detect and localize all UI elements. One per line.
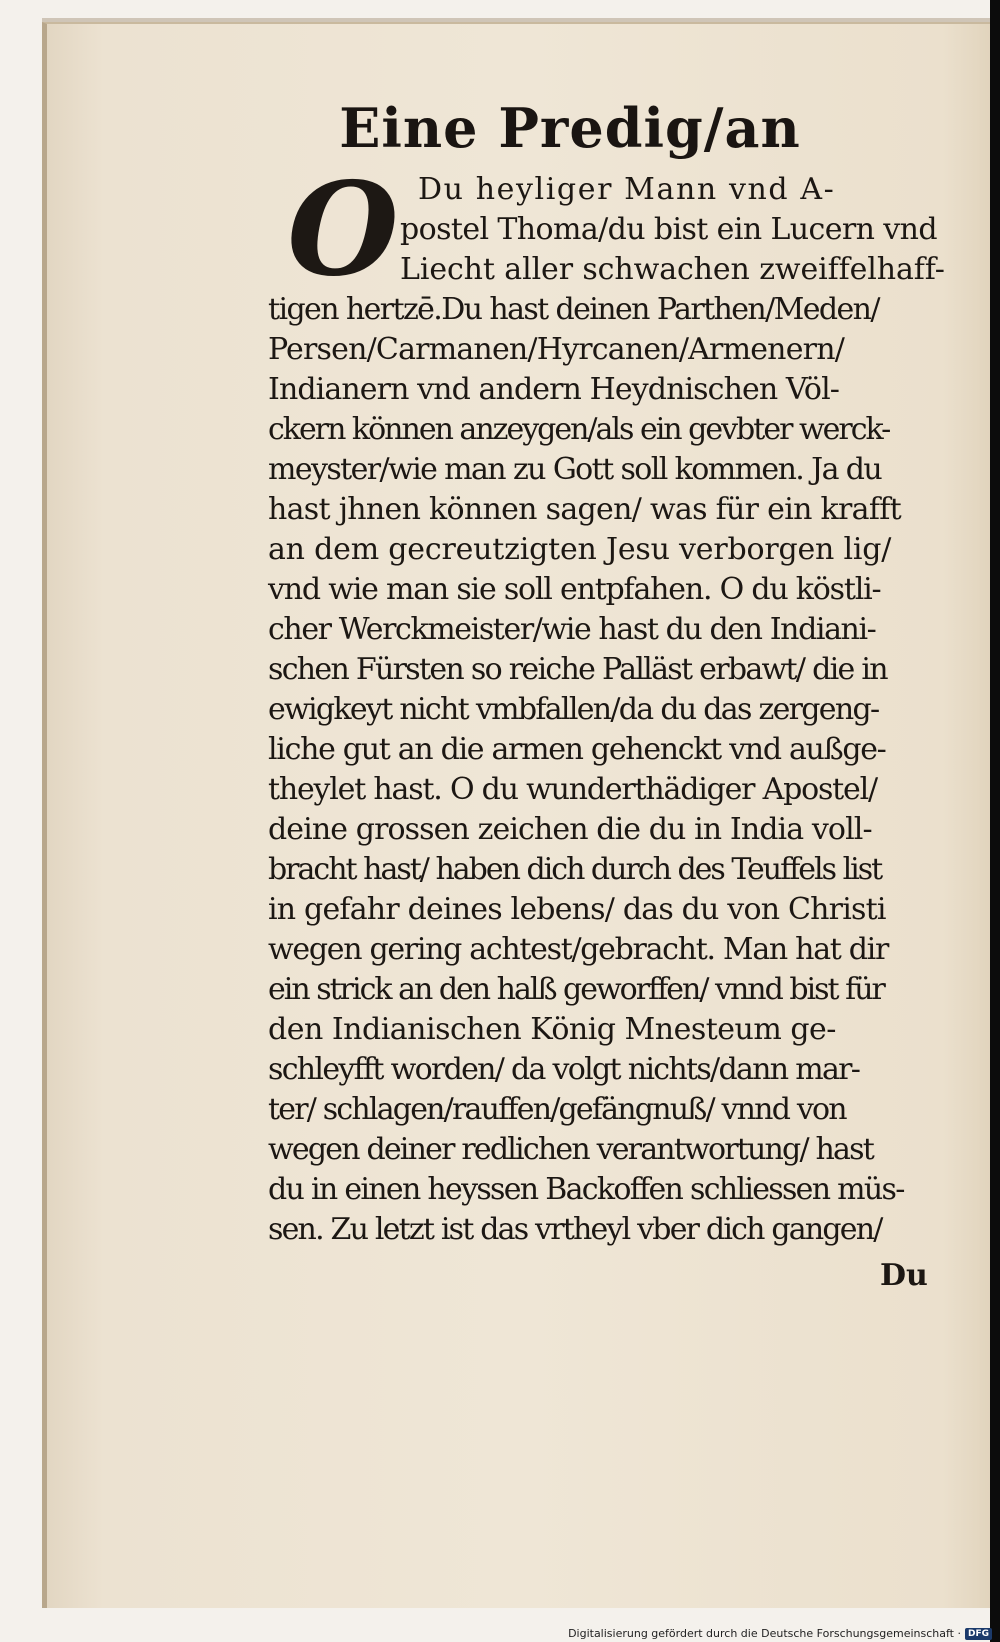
text-line: hast jhnen können sagen/ was für ein krafft xyxy=(268,492,902,527)
text-line: theylet hast. O du wunderthädiger Apostel/ xyxy=(268,772,877,807)
text-line: deine grossen zeichen die du in India voll- xyxy=(268,812,872,847)
text-line: vnd wie man sie soll entpfahen. O du köstli- xyxy=(268,572,881,607)
catchword: Du xyxy=(880,1258,928,1293)
text-line: postel Thoma/du bist ein Lucern vnd xyxy=(400,212,937,247)
text-line: ewigkeyt nicht vmbfallen/da du das zergeng- xyxy=(268,692,879,727)
text-line: ckern können anzeygen/als ein gevbter werck- xyxy=(268,412,890,447)
dfg-logo: DFG xyxy=(965,1628,992,1640)
text-line: ter/ schlagen/rauffen/gefängnuß/ vnnd von xyxy=(268,1092,846,1127)
text-line: wegen gering achtest/gebracht. Man hat dir xyxy=(268,932,889,967)
text-line: bracht hast/ haben dich durch des Teuffels list xyxy=(268,852,882,887)
running-head: Eine Predig/an xyxy=(339,96,801,160)
text-line: schleyfft worden/ da volgt nichts/dann mar- xyxy=(268,1052,860,1087)
decorated-initial: O xyxy=(287,155,399,305)
text-line: in gefahr deines lebens/ das du von Christi xyxy=(268,892,886,927)
text-line: schen Fürsten so reiche Palläst erbawt/ die in xyxy=(268,652,887,687)
text-line: sen. Zu letzt ist das vrtheyl vber dich gangen/ xyxy=(268,1212,882,1247)
text-line: cher Werckmeister/wie hast du den Indiani- xyxy=(268,612,876,647)
text-line: an dem gecreutzigten Jesu verborgen lig/ xyxy=(268,532,892,567)
text-line: wegen deiner redlichen verantwortung/ hast xyxy=(268,1132,873,1167)
text-line: Indianern vnd andern Heydnischen Völ- xyxy=(268,372,840,407)
text-line: du in einen heyssen Backoffen schliessen müs- xyxy=(268,1172,904,1207)
text-line: Du heyliger Mann vnd A- xyxy=(418,172,836,207)
text-line: meyster/wie man zu Gott soll kommen. Ja du xyxy=(268,452,882,487)
credit-text: Digitalisierung gefördert durch die Deutsche Forschungsgemeinschaft · xyxy=(568,1627,961,1640)
text-line: Persen/Carmanen/Hyrcanen/Armenern/ xyxy=(268,332,845,367)
text-line: ein strick an den halß geworffen/ vnnd bist für xyxy=(268,972,884,1007)
text-line: liche gut an die armen gehenckt vnd außge- xyxy=(268,732,886,767)
digitization-credit xyxy=(568,1627,992,1640)
text-line: den Indianischen König Mnesteum ge- xyxy=(268,1012,836,1047)
text-line: Liecht aller schwachen zweiffelhaff- xyxy=(400,252,945,287)
scan-edge-bar xyxy=(990,0,1000,1642)
text-line: tigen hertzē.Du hast deinen Parthen/Meden/ xyxy=(268,292,879,327)
